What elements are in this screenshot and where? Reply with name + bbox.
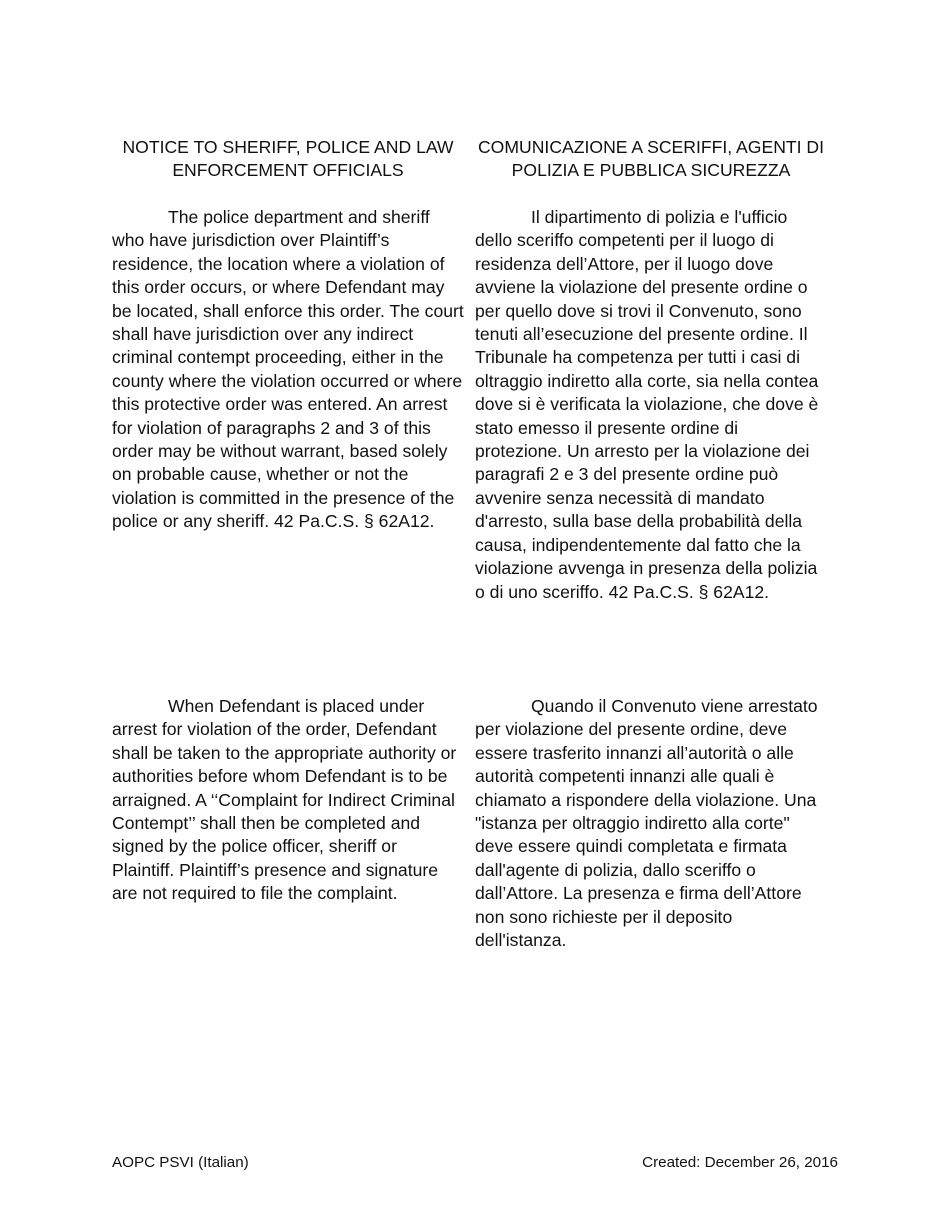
italian-paragraph-enforcement: Il dipartimento di polizia e l'ufficio dello sceriffo competenti per il luogo di residenza dell’Attore, per il luogo dove avviene la violazione del presente ordine o per quello dove si trovi il Convenuto, sono tenuti all’esecuzione del presente ordine. Il Tribunale ha competenza per tutti i casi di oltraggio indiretto alla corte, sia nella contea dove si è verificata la violazione, che dove è stato emesso il presente ordine di protezione. Un arresto per la violazione dei paragrafi 2 e 3 del presente ordine può avvenire senza necessità di mandato d'arresto, sulla base della probabilità della causa, indipendentemente dal fatto che la violazione avvenga in presenza della polizia o di uno sceriffo. 42 Pa.C.S. § 62A12. bbox=[475, 207, 819, 602]
italian-heading: COMUNICAZIONE A SCERIFFI, AGENTI DI POLIZIA E PUBBLICA SICUREZZA bbox=[477, 137, 825, 181]
italian-paragraph-arrest: Quando il Convenuto viene arrestato per violazione del presente ordine, deve essere trasferito innanzi all’autorità o alle autorità competenti innanzi alle quali è chiamato a rispondere della violazione. Una "istanza per oltraggio indiretto alla corte" deve essere quindi completata e firmata dall'agente di polizia, dallo sceriffo o dall’Attore. La presenza e firma dell’Attore non sono richieste per il deposito dell'istanza. bbox=[475, 696, 818, 951]
english-paragraph-enforcement: The police department and sheriff who have jurisdiction over Plaintiff’s residence, the location where a violation of this order occurs, or where Defendant may be located, shall enforce this order. The court shall have jurisdiction over any indirect criminal contempt proceeding, either in the county where the violation occurred or where this protective order was entered. An arrest for violation of paragraphs 2 and 3 of this order may be without warrant, based solely on probable cause, whether or not the violation is committed in the presence of the police or any sheriff. 42 Pa.C.S. § 62A12. bbox=[112, 207, 464, 532]
footer-form-id: AOPC PSVI (Italian) bbox=[112, 1154, 249, 1171]
english-paragraph-arrest: When Defendant is placed under arrest for violation of the order, Defendant shall be taken to the appropriate authority or authorities before whom Defendant is to be arraigned. A ‘‘Complaint for Indirect Criminal Contempt’’ shall then be completed and signed by the police officer, sheriff or Plaintiff. Plaintiff’s presence and signature are not required to file the complaint. bbox=[112, 696, 457, 904]
english-heading: NOTICE TO SHERIFF, POLICE AND LAW ENFORCEMENT OFFICIALS bbox=[122, 137, 454, 181]
footer-created-date: Created: December 26, 2016 bbox=[642, 1154, 838, 1171]
